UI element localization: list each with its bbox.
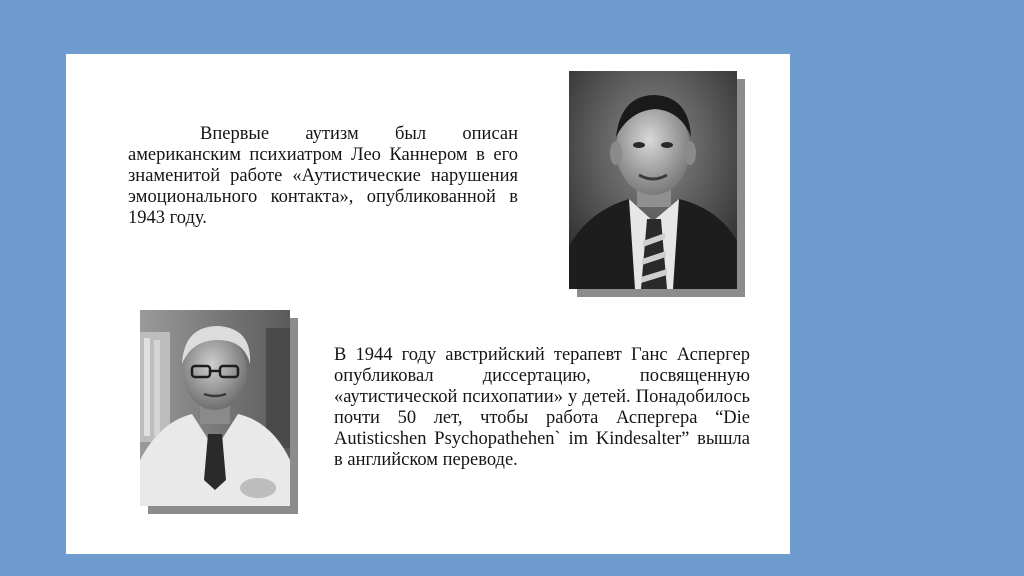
slide-card xyxy=(66,54,790,554)
asperger-paragraph: В 1944 году австрийский терапевт Ганс Аспергер опубликовал диссертацию, посвященную «аутистической психопатии» у детей. Понадобилось почти 50 лет, чтобы работа Аспергера “Die Autisticshen Psychopathehen` im Kindesalter” вышла в английском переводе. xyxy=(334,345,750,470)
kanner-paragraph: Впервые аутизм был описан американским психиатром Лео Каннером в его знаменитой работе «Аутистические нарушения эмоционального контакта», опубликованной в 1943 году. xyxy=(128,124,518,228)
asperger-portrait-photo xyxy=(140,310,290,506)
kanner-portrait-photo xyxy=(569,71,737,289)
